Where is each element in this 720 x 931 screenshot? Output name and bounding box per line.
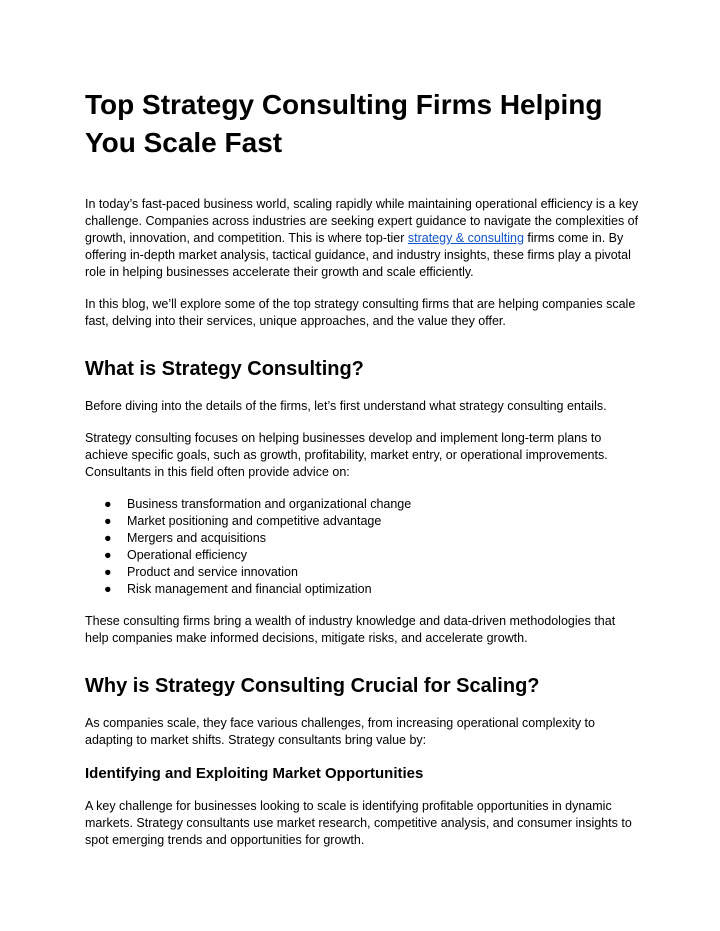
document-page <box>85 86 640 864</box>
intro-text-after-link: firms come in. By offering in-depth market analysis, tactical guidance, and industry insights, these firms play a pivotal role in helping businesses accelerate their growth and scale efficiently. <box>85 231 631 279</box>
list-item: ● Operational efficiency <box>104 548 247 562</box>
blog-intro-paragraph: In this blog, we’ll explore some of the top strategy consulting firms that are helping companies scale fast, delving into their services, unique approaches, and the value they offer. <box>85 297 636 328</box>
bullet-icon: ● <box>104 514 112 528</box>
intro-text-before-link: In today’s fast-paced business world, scaling rapidly while maintaining operational efficiency is a key challenge. Companies across industries are seeking expert guidance to navigate the complexities of growth, innovation, and competition. This is where top-tier <box>85 197 639 245</box>
advice-bullet-list <box>85 496 640 598</box>
list-item: ● Risk management and financial optimization <box>104 582 372 596</box>
list-item: ● Product and service innovation <box>104 565 298 579</box>
intro-paragraph <box>85 196 640 281</box>
bullet-icon: ● <box>104 548 112 562</box>
section1-paragraph-2: Strategy consulting focuses on helping businesses develop and implement long-term plans to achieve specific goals, such as growth, profitability, market entry, or operational improvements. Consultants in this field often provide advice on: <box>85 431 608 479</box>
section-heading-what-is: What is Strategy Consulting? <box>85 358 364 380</box>
bullet-icon: ● <box>104 497 112 511</box>
bullet-icon: ● <box>104 582 112 596</box>
section-heading-why-crucial: Why is Strategy Consulting Crucial for Scaling? <box>85 675 540 697</box>
bullet-icon: ● <box>104 531 112 545</box>
strategy-consulting-link[interactable]: strategy & consulting <box>407 231 524 245</box>
subheading-market-opportunities: Identifying and Exploiting Market Opportunities <box>85 765 424 782</box>
section2-paragraph-1: As companies scale, they face various challenges, from increasing operational complexity to adapting to market shifts. Strategy consultants bring value by: <box>85 716 595 747</box>
list-item: ● Mergers and acquisitions <box>104 531 266 545</box>
section1-paragraph-3: These consulting firms bring a wealth of industry knowledge and data-driven methodologies that help companies make informed decisions, mitigate risks, and accelerate growth. <box>85 614 616 645</box>
section1-paragraph-1: Before diving into the details of the firms, let’s first understand what strategy consulting entails. <box>85 399 607 413</box>
document-title: Top Strategy Consulting Firms Helping You Scale Fast <box>85 89 603 158</box>
list-item: ● Business transformation and organizational change <box>104 497 412 511</box>
section2-paragraph-2: A key challenge for businesses looking to scale is identifying profitable opportunities in dynamic markets. Strategy consultants use market research, competitive analysis, and consumer insights to spot emerging trends and opportunities for growth. <box>85 799 632 847</box>
bullet-icon: ● <box>104 565 112 579</box>
list-item: ● Market positioning and competitive advantage <box>104 514 382 528</box>
